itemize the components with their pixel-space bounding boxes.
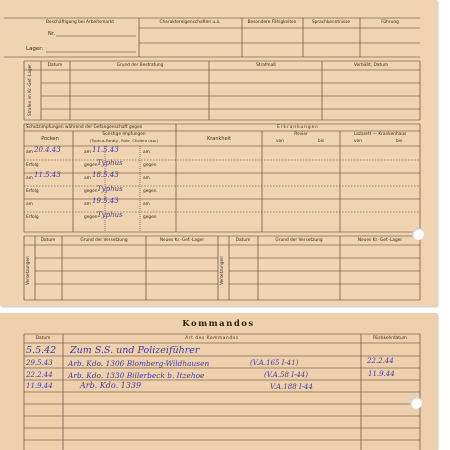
label-nr: Nr. — [48, 31, 55, 37]
label-revier-bis: bis — [318, 139, 325, 144]
label-erkrankungen: Erkrankungen — [277, 125, 319, 130]
label-charaktereigenschaften: Charaktereigenschaften u.a. — [159, 20, 221, 25]
kommando-date-1: 5.5.42 — [26, 345, 57, 356]
label-verbuesst: Verbüßt, Datum — [353, 63, 389, 68]
kommando-date-2: 29.5.43 — [26, 359, 53, 367]
kommando-text-4: Arb. Kdo. 1339 — [80, 381, 142, 390]
label-art-des-kommandos: Art des Kommandos — [185, 336, 239, 341]
label-vers-lager-left: Neues Kr.-Gef.-Lager — [159, 238, 205, 243]
label-fuehrung: Führung — [381, 20, 399, 25]
label-rueckkehrdatum: Rückkehrdatum — [373, 336, 407, 341]
label-vers-grund-right: Grund der Versetzung — [275, 238, 323, 243]
impf-right-am-3: am — [143, 202, 150, 207]
kommando-return-3: 11.9.44 — [368, 370, 395, 378]
label-kommandos-datum: Datum — [35, 336, 51, 341]
label-lazarett-von: von — [354, 139, 362, 144]
impf-disease-1: Typhus — [97, 159, 123, 167]
kommando-return-2: 22.2.44 — [367, 357, 394, 365]
impf-gegen-label-1: gegen — [84, 163, 98, 168]
punch-hole — [412, 228, 424, 240]
impf-date-3: 19.5.43 — [92, 197, 119, 205]
impf-right-am-2: am — [143, 176, 150, 181]
label-pocken: Pocken — [41, 136, 59, 142]
label-krankheit: Krankheit — [206, 136, 232, 142]
label-strafmass: Strafmaß — [256, 63, 276, 68]
label-revier-von: von — [276, 139, 284, 144]
impf-am-label-3: am — [84, 202, 91, 207]
pocken-date-1: 20.4.43 — [34, 146, 61, 154]
pocken-erfolg-label-3: Erfolg — [26, 215, 39, 220]
kommando-ref-2: (V.A.165 I-41) — [250, 359, 299, 367]
label-sonstige-sub: (Typhus-Paraty., Ruhr, Cholera usw.) — [89, 138, 159, 143]
label-versetzungen-right: Versetzungen — [219, 256, 224, 285]
pocken-erfolg-label: Erfolg — [26, 163, 39, 168]
label-sonstige-impfungen: Sonstige Impfungen — [102, 132, 146, 137]
label-strafen-grund: Grund der Bestrafung — [116, 63, 164, 68]
pocken-am-label-2: am — [26, 176, 33, 181]
label-versetzungen-left: Versetzungen — [25, 256, 30, 285]
impf-gegen-label-2: gegen — [84, 189, 98, 194]
pocken-erfolg-label-2: Erfolg — [26, 189, 39, 194]
kommandos-grid-lines — [0, 313, 437, 450]
impf-right-gegen-1: gegen — [143, 163, 157, 168]
kommando-text-3: Arb. Kdo. 1330 Billerbeck b. Itzehoe — [68, 371, 205, 380]
label-vers-grund-left: Grund der Versetzung — [80, 238, 128, 243]
label-besondere-faehigkeiten: Besondere Fähigkeiten — [247, 20, 297, 25]
impf-date-1: 11.5.43 — [92, 146, 119, 154]
kommandos-title: Kommandos — [182, 319, 255, 329]
punch-hole-2 — [410, 397, 422, 409]
label-vers-datum-right: Datum — [235, 238, 251, 243]
label-schutzimpfungen: Schutzimpfungen während der Gefangenschaft gegen — [26, 125, 143, 130]
label-beschaeftigung: Beschäftigung bei Arbeitsmarkt — [45, 20, 115, 25]
label-vers-lager-right: Neues Kr.-Gef.-Lager — [357, 238, 403, 243]
label-sprachkenntnisse: Sprachkenntnisse — [311, 20, 351, 25]
impf-gegen-label-3: gegen — [84, 215, 98, 220]
pocken-am-label-3: am — [26, 202, 33, 207]
kommando-ref-3: (V.A.58 I-44) — [264, 371, 308, 379]
impf-right-gegen-2: gegen — [143, 189, 157, 194]
label-lazarett: Lazarett — Krankenhaus — [353, 132, 407, 137]
label-strafen-side: Strafen im Kr.-Gef.-Lager — [27, 64, 32, 116]
pocken-date-2: 11.5.43 — [34, 171, 61, 179]
label-lager: Lager: — [26, 46, 44, 52]
label-vers-datum-left: Datum — [40, 238, 56, 243]
kommando-text-2: Arb. Kdo. 1306 Blomberg-Wildhausen — [68, 359, 210, 368]
kommando-text-1: Zum S.S. und Polizeiführer — [70, 345, 200, 356]
pocken-am-label: am — [26, 150, 33, 155]
impf-am-label-1: am — [84, 150, 91, 155]
impf-right-am-1: am — [143, 150, 150, 155]
kommando-date-3: 22.2.44 — [26, 371, 53, 379]
label-revier: Revier — [294, 132, 308, 137]
kommando-date-4: 11.9.44 — [26, 382, 53, 390]
impf-am-label-2: am — [84, 176, 91, 181]
impf-disease-3: Typhus — [97, 211, 123, 219]
impf-disease-2: Typhus — [97, 185, 123, 193]
label-strafen-datum: Datum — [47, 63, 63, 68]
kommandos-card — [0, 313, 437, 450]
label-lazarett-bis: bis — [396, 139, 403, 144]
kommando-ref-4: V.A.188 I-44 — [270, 383, 313, 391]
impf-right-gegen-3: gegen — [143, 215, 157, 220]
impf-date-2: 18.5.43 — [92, 171, 119, 179]
